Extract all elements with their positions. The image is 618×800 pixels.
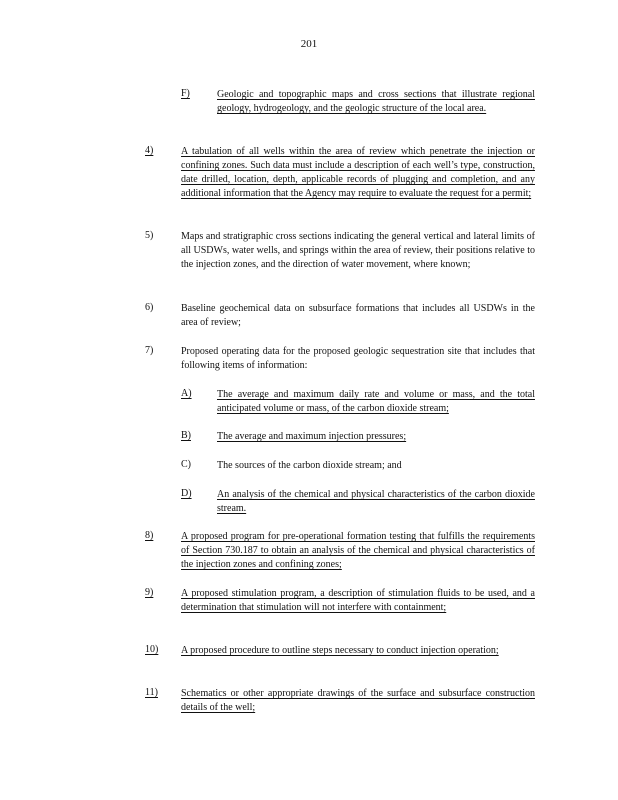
item-number: 10) [145,644,159,655]
item-number: 7) [145,345,154,356]
item-number: B) [181,430,191,441]
item-number: F) [181,88,190,99]
item-number: D) [181,488,192,499]
item-number: 6) [145,302,154,313]
item-text: A proposed procedure to outline steps necessary to conduct injection operation; [181,645,499,656]
item-text: Schematics or other appropriate drawings of the surface and subsurface construction details of the well; [181,688,535,713]
item-text: An analysis of the chemical and physical characteristics of the carbon dioxide stream. [217,489,535,514]
page-number: 201 [300,38,318,50]
item-number: 9) [145,587,154,598]
item-text: A proposed program for pre-operational formation testing that fulfills the requirements of Section 730.187 to obtain an analysis of the chemical and physical characteristics of the injection zones and confining zones; [181,531,535,570]
item-text: A tabulation of all wells within the area of review which penetrate the injection or confining zones. Such data must include a description of each well’s type, construction, date drilled, location, depth, applicable records of plugging and completion, and any additional information that the Agency may require to evaluate the request for a permit; [181,146,535,199]
item-number: 4) [145,145,154,156]
item-text: The average and maximum injection pressures; [217,431,407,442]
item-text: Geologic and topographic maps and cross sections that illustrate regional geology, hydrogeology, and the geologic structure of the local area. [217,89,535,114]
item-text: Proposed operating data for the proposed geologic sequestration site that includes that following items of information: [181,346,535,371]
item-number: 8) [145,530,154,541]
item-number: C) [181,459,191,470]
item-number: 11) [145,687,158,698]
item-text: The sources of the carbon dioxide stream; and [217,460,402,471]
item-text: A proposed stimulation program, a description of stimulation fluids to be used, and a determination that stimulation will not interfere with containment; [181,588,535,613]
item-text: Maps and stratigraphic cross sections indicating the general vertical and lateral limits of all USDWs, water wells, and springs within the area of review, their positions relative to the injection zones, and the direction of water movement, where known; [181,231,535,270]
item-text: Baseline geochemical data on subsurface formations that includes all USDWs in the area of review; [181,303,535,328]
item-number: 5) [145,230,154,241]
item-number: A) [181,388,192,399]
item-text: The average and maximum daily rate and volume or mass, and the total anticipated volume or mass, of the carbon dioxide stream; [217,389,535,414]
